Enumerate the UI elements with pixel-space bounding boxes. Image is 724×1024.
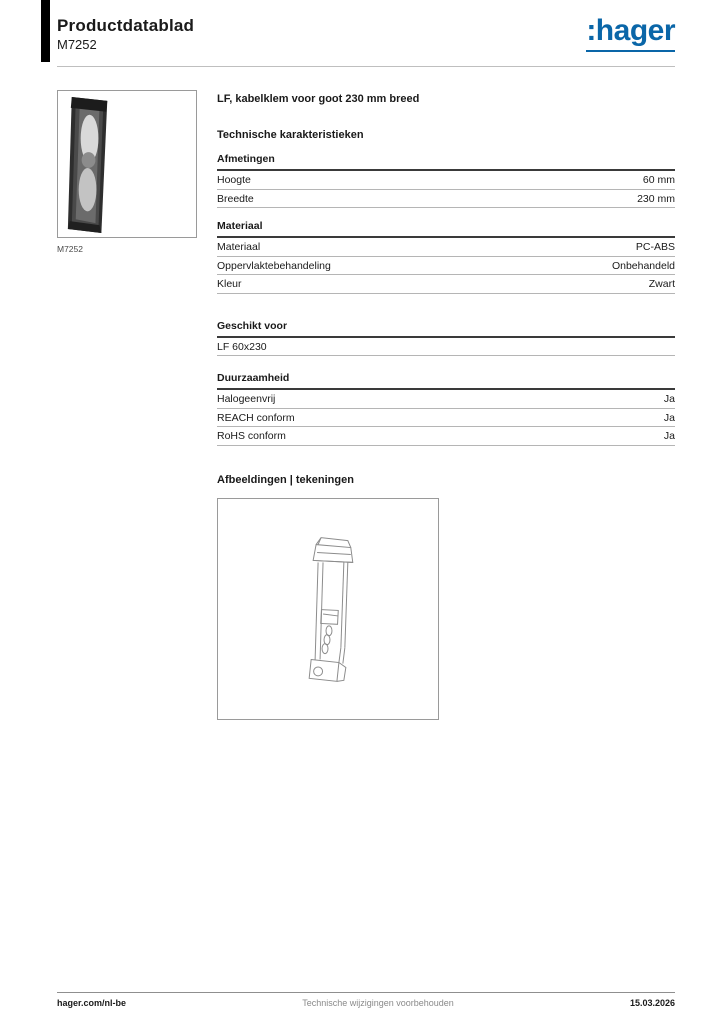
- product-title: LF, kabelklem voor goot 230 mm breed: [217, 93, 420, 105]
- table-row: [217, 427, 675, 446]
- spec-value: Onbehandeld: [611, 259, 675, 272]
- footer-date: 15.03.2026: [629, 998, 675, 1008]
- spec-label: REACH conform: [217, 411, 295, 424]
- group-header: Materiaal: [217, 220, 675, 238]
- group-header: Afmetingen: [217, 153, 675, 171]
- spec-label: Kleur: [217, 278, 242, 290]
- group-header: Geschikt voor: [217, 320, 675, 338]
- table-row: [217, 275, 675, 294]
- hager-logo: :hager: [586, 14, 675, 52]
- spec-label: Hoogte: [217, 174, 251, 186]
- product-photo-caption: M7252: [57, 244, 83, 254]
- spec-value: PC-ABS: [635, 241, 675, 253]
- spec-value: Ja: [663, 411, 675, 424]
- technical-drawing-image: [218, 499, 438, 719]
- product-photo-image: [58, 91, 196, 237]
- table-row: [217, 390, 675, 409]
- spec-label: RoHS conform: [217, 430, 286, 442]
- tech-characteristics-title: Technische karakteristieken: [217, 129, 364, 141]
- spec-value: 230 mm: [637, 192, 675, 205]
- group-geschikt-voor: [217, 320, 675, 357]
- spec-value: Zwart: [648, 278, 675, 290]
- table-row: [217, 171, 675, 190]
- spec-value: 60 mm: [642, 174, 675, 186]
- table-row: [217, 338, 675, 357]
- spec-label: Halogeenvrij: [217, 393, 276, 405]
- page-footer: [57, 992, 675, 1008]
- group-duurzaamheid: [217, 372, 675, 446]
- page-title: Productdatablad: [57, 16, 195, 35]
- spec-value: Ja: [663, 430, 675, 442]
- group-header: Duurzaamheid: [217, 372, 675, 390]
- spec-label: Oppervlaktebehandeling: [217, 259, 331, 272]
- content-column: [217, 93, 675, 720]
- footer-website-link[interactable]: hager.com/nl-be: [57, 998, 127, 1008]
- technical-drawing: [217, 498, 439, 720]
- product-photo: [57, 90, 197, 238]
- spec-label: Materiaal: [217, 241, 261, 253]
- product-reference: M7252: [57, 37, 97, 52]
- group-afmetingen: [217, 153, 675, 208]
- corner-bar: [41, 0, 50, 62]
- spec-label: Breedte: [217, 192, 254, 205]
- footer-disclaimer: Technische wijzigingen voorbehouden: [302, 998, 454, 1008]
- spec-label: LF 60x230: [217, 340, 267, 353]
- spec-value: Ja: [663, 393, 675, 405]
- images-drawings-title: Afbeeldingen | tekeningen: [217, 473, 354, 486]
- table-row: [217, 190, 675, 209]
- table-row: [217, 257, 675, 276]
- group-materiaal: [217, 220, 675, 294]
- table-row: [217, 409, 675, 428]
- header-divider: [57, 66, 675, 67]
- table-row: [217, 238, 675, 257]
